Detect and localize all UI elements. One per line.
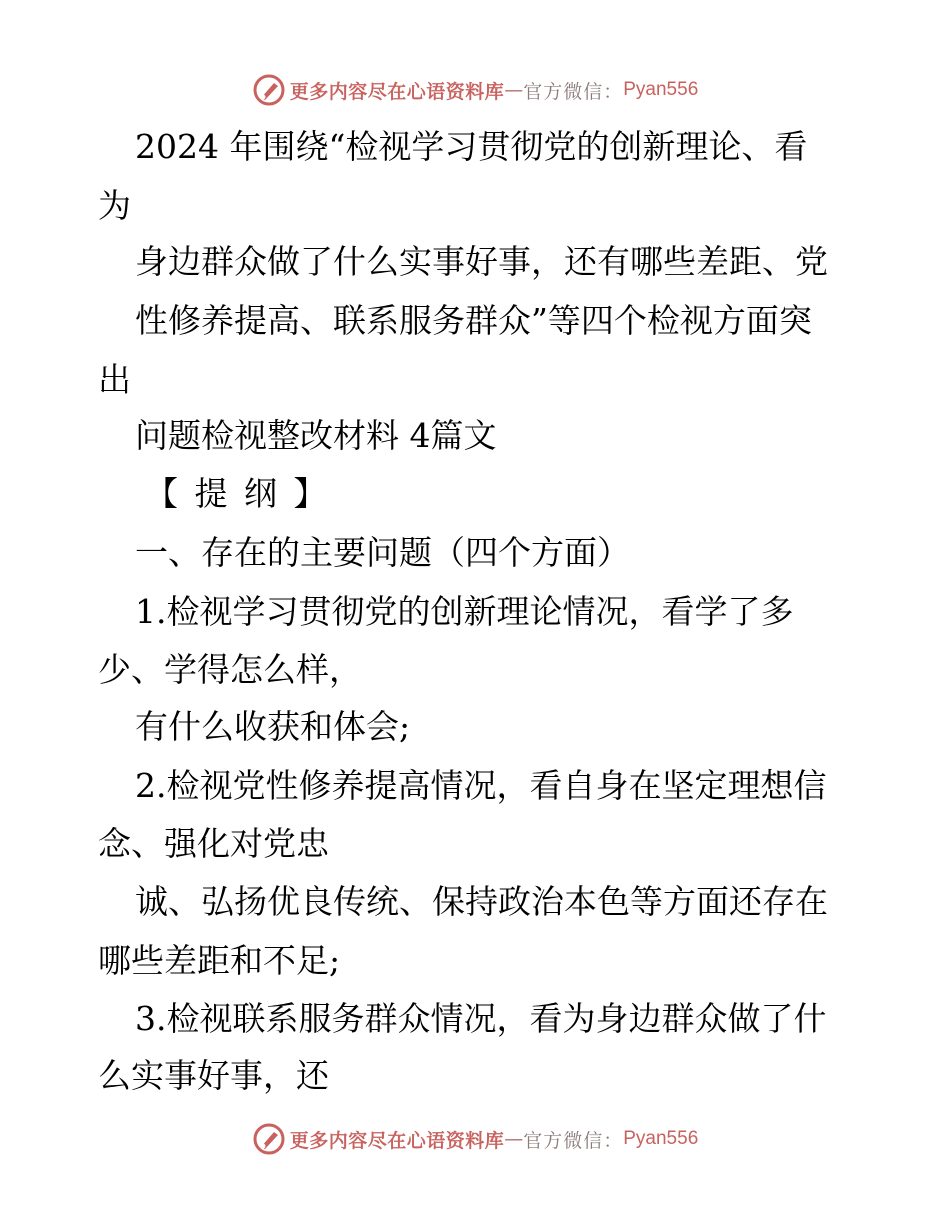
item-1-line-3: 有什么收获和体会;	[135, 707, 411, 746]
item-1-line-2: 少、学得怎么样，	[98, 650, 362, 689]
watermark-dash: —	[504, 79, 524, 101]
watermark-official-label: 官方微信：	[523, 1129, 624, 1152]
item-2-line-2: 念、强化对党忠	[98, 824, 329, 863]
doc-line-5: 出	[98, 360, 131, 399]
outline-heading: 【 提 纲 】	[145, 474, 330, 513]
doc-title-tail: 问题检视整改材料 4篇文	[135, 416, 497, 455]
watermark-official-label: 官方微信：	[523, 80, 624, 103]
item-2-line-1: 2.检视党性修养提高情况，看自身在坚定理想信	[135, 766, 827, 805]
item-3-line-2: 么实事好事，还	[98, 1056, 329, 1095]
watermark-site-name: 更多内容尽在心语资料库	[289, 1129, 505, 1152]
pen-seal-icon	[252, 1122, 286, 1156]
section-heading-1: 一、存在的主要问题（四个方面）	[135, 533, 630, 572]
footer-watermark	[0, 1119, 950, 1159]
watermark-dash: —	[504, 1128, 524, 1150]
doc-line-3: 身边群众做了什么实事好事，还有哪些差距、党	[135, 242, 828, 281]
doc-line-1: 2024 年围绕“检视学习贯彻党的创新理论、看	[135, 127, 808, 166]
doc-line-2: 为	[98, 186, 131, 225]
watermark-wechat-id: Pyan556	[623, 79, 699, 100]
watermark-site-name: 更多内容尽在心语资料库	[289, 80, 505, 103]
item-3-line-1: 3.检视联系服务群众情况，看为身边群众做了什	[135, 999, 827, 1038]
item-2-line-3: 诚、弘扬优良传统、保持政治本色等方面还存在	[135, 882, 828, 921]
item-2-line-4: 哪些差距和不足;	[98, 941, 341, 980]
watermark-wechat-id: Pyan556	[623, 1128, 699, 1149]
item-1-line-1: 1.检视学习贯彻党的创新理论情况，看学了多	[135, 592, 794, 631]
doc-line-4: 性修养提高、联系服务群众”等四个检视方面突	[135, 301, 812, 340]
